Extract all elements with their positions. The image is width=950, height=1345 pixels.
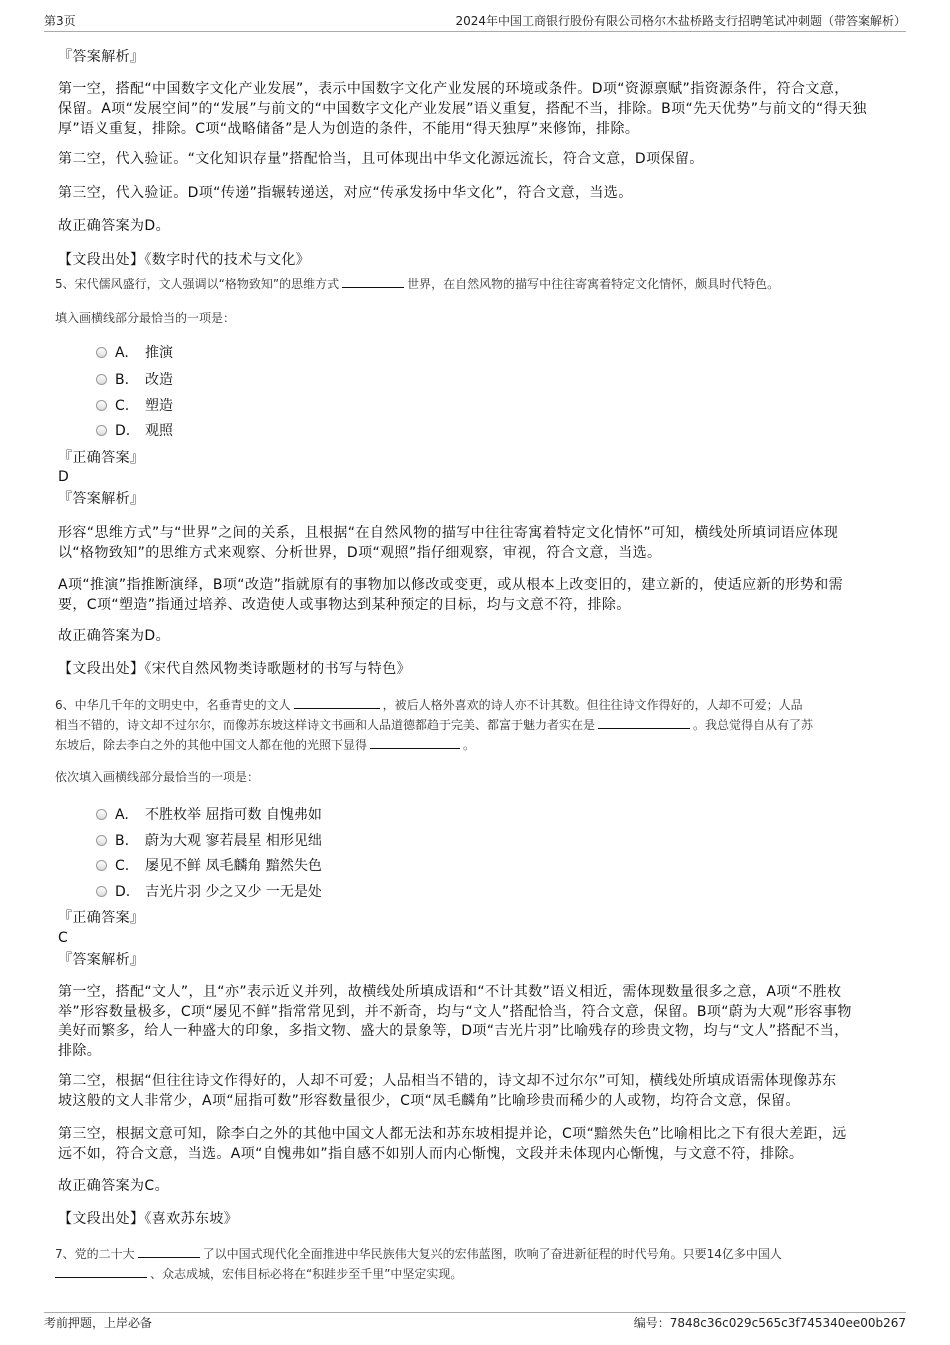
question-6-stem	[55, 695, 813, 755]
stem-text: 7、党的二十大	[55, 1247, 135, 1261]
option-text: 蔚为大观 寥若晨星 相形见绌	[145, 833, 322, 849]
page-number: 第3页	[44, 14, 76, 28]
stem-text: ，被后人格外喜欢的诗人亦不计其数。但往往诗文作得好的，人却不可爱；人品	[382, 698, 803, 712]
line: 坡这般的文人非常少，A项“屈指可数”形容数量很少，C项“凤毛麟角”比喻珍贵而稀少的人或物，均符合文意，保留。	[58, 1093, 800, 1109]
source: 【文段出处】《喜欢苏东坡》	[58, 1211, 239, 1227]
option-letter: C.	[115, 398, 130, 414]
option-text: 吉光片羽 少之又少 一无是处	[145, 884, 322, 900]
option-letter: B.	[115, 833, 130, 849]
blank	[342, 275, 404, 288]
line	[55, 1244, 782, 1264]
source: 【文段出处】《数字时代的技术与文化》	[58, 252, 311, 268]
radio-button[interactable]	[96, 860, 107, 871]
option-text: 改造	[145, 372, 173, 388]
conclusion: 故正确答案为D。	[58, 628, 170, 644]
stem-text: 相当不错的，诗文却不过尔尔，而像苏东坡这样诗文书画和人品道德都趋于完美、都富于魅力者实在是	[55, 718, 596, 732]
radio-button[interactable]	[96, 347, 107, 358]
line: 形容“思维方式”与“世界”之间的关系，且根据“在自然风物的描写中往往寄寓着特定文化情怀”可知，横线处所填词语应体现	[58, 525, 839, 541]
line	[55, 1264, 782, 1284]
option-letter: A.	[115, 807, 129, 823]
line: 美好而繁多，给人一种盛大的印象，多指文物、盛大的景象等，D项“吉光片羽”比喻残存的珍贵文物，均与“文人”搭配不当，	[58, 1023, 849, 1039]
analysis-paragraph	[58, 523, 838, 563]
radio-button[interactable]	[96, 886, 107, 897]
line: 举”形容数量极多，C项“屡见不鲜”指常常见到，并不新奇，均与“文人”搭配恰当，符合文意，保留。B项“蔚为大观”形容事物	[58, 1003, 852, 1020]
stem-text: 东坡后，除去李白之外的其他中国文人都在他的光照下显得	[55, 738, 368, 752]
blank	[55, 1265, 147, 1278]
analysis-paragraph	[58, 1071, 837, 1111]
option-b[interactable]	[96, 831, 322, 851]
option-a[interactable]	[96, 343, 173, 363]
blank	[138, 1245, 200, 1258]
option-letter: D.	[115, 423, 131, 439]
line	[55, 695, 813, 715]
conclusion: 故正确答案为C。	[58, 1178, 169, 1194]
line: 排除。	[58, 1042, 102, 1059]
option-text: 观照	[145, 423, 173, 439]
correct-answer: D	[58, 469, 70, 485]
stem-text: 。	[463, 738, 476, 752]
header-divider	[44, 31, 906, 32]
option-text: 屡见不鲜 凤毛麟角 黯然失色	[145, 858, 322, 874]
line: A项“推演”指推断演绎，B项“改造”指就原有的事物加以修改或变更，或从根本上改变旧的，建立新的，使适应新的形势和需	[58, 577, 843, 593]
option-letter: C.	[115, 858, 130, 874]
radio-button[interactable]	[96, 425, 107, 436]
question-5-stem	[55, 274, 779, 294]
answer-label: 『正确答案』	[58, 910, 145, 926]
option-text: 不胜枚举 屈指可数 自愧弗如	[145, 807, 322, 823]
conclusion: 故正确答案为D。	[58, 218, 170, 234]
option-c[interactable]	[96, 396, 173, 416]
option-c[interactable]	[96, 856, 322, 876]
option-b[interactable]	[96, 370, 173, 390]
option-text: 塑造	[145, 398, 173, 414]
line: 厚”语义重复，排除。C项“战略储备”是人为创造的条件，不能用“得天独厚”来修饰，排除。	[58, 121, 640, 137]
analysis-paragraph	[58, 983, 852, 1061]
question-7-stem	[55, 1244, 782, 1284]
footer-slogan: 考前押题，上岸必备	[44, 1316, 153, 1330]
option-d[interactable]	[96, 421, 173, 441]
line: 第一空，搭配“文人”，且“亦”表示近义并列，故横线处所填成语和“不计其数”语义相近，需体现数量很多之意，A项“不胜枚	[58, 984, 842, 1000]
analysis-label: 『答案解析』	[58, 49, 145, 65]
line: 第二空，根据“但往往诗文作得好的，人却不可爱；人品相当不错的，诗文却不过尔尔”可知，横线处所填成语需体现像苏东	[58, 1073, 837, 1089]
option-d[interactable]	[96, 882, 322, 902]
question-prompt: 填入画横线部分最恰当的一项是：	[55, 311, 236, 325]
blank	[294, 696, 380, 709]
analysis-paragraph	[58, 575, 843, 615]
analysis-label: 『答案解析』	[58, 491, 145, 507]
stem-text: 。我总觉得自从有了苏	[693, 718, 814, 732]
radio-button[interactable]	[96, 835, 107, 846]
radio-button[interactable]	[96, 809, 107, 820]
line: 第三空，根据文意可知，除李白之外的其他中国文人都无法和苏东坡相提并论，C项“黯然失色”比喻相比之下有很大差距，远	[58, 1126, 847, 1142]
line	[55, 715, 813, 735]
analysis-paragraph: 第二空，代入验证。“文化知识存量”搭配恰当，且可体现出中华文化源远流长，符合文意，D项保留。	[58, 151, 704, 167]
question-prompt: 依次填入画横线部分最恰当的一项是：	[55, 770, 260, 784]
blank	[598, 716, 690, 729]
footer-divider	[44, 1312, 906, 1313]
option-letter: D.	[115, 884, 131, 900]
radio-button[interactable]	[96, 374, 107, 385]
document-code: 编号：7848c36c029c565c3f745340ee00b267	[633, 1316, 906, 1330]
option-a[interactable]	[96, 805, 322, 825]
stem-text: 5、宋代儒风盛行，文人强调以“格物致知”的思维方式	[55, 277, 340, 291]
stem-text: 6、中华几千年的文明史中，名垂青史的文人	[55, 698, 291, 712]
analysis-label: 『答案解析』	[58, 952, 145, 968]
document-title: 2024年中国工商银行股份有限公司格尔木盐桥路支行招聘笔试冲刺题（带答案解析）	[455, 14, 906, 28]
line	[55, 735, 813, 755]
analysis-paragraph: 第三空，代入验证。D项“传递”指辗转递送，对应“传承发扬中华文化”，符合文意，当选。	[58, 185, 633, 201]
answer-label: 『正确答案』	[58, 450, 145, 466]
stem-text: 了以中国式现代化全面推进中华民族伟大复兴的宏伟蓝图，吹响了奋进新征程的时代号角。只要14亿多中国人	[202, 1247, 782, 1261]
source: 【文段出处】《宋代自然风物类诗歌题材的书写与特色》	[58, 661, 411, 677]
line: 第一空，搭配“中国数字文化产业发展”，表示中国数字文化产业发展的环境或条件。D项“资源禀赋”指资源条件，符合文意，	[58, 81, 849, 97]
option-text: 推演	[145, 345, 173, 361]
analysis-paragraph	[58, 1124, 847, 1164]
radio-button[interactable]	[96, 400, 107, 411]
line: 要，C项“塑造”指通过培养、改造使人或事物达到某种预定的目标，均与文意不符，排除。	[58, 597, 631, 613]
line: 以“格物致知”的思维方式来观察、分析世界，D项“观照”指仔细观察，审视，符合文意，当选。	[58, 545, 662, 561]
option-letter: B.	[115, 372, 130, 388]
line: 保留。A项“发展空间”的“发展”与前文的“中国数字文化产业发展”语义重复，搭配不当，排除。B项“先天优势”与前文的“得天独	[58, 101, 867, 117]
stem-text: 世界，在自然风物的描写中往往寄寓着特定文化情怀，颇具时代特色。	[407, 277, 780, 291]
analysis-paragraph	[58, 79, 867, 139]
blank	[370, 736, 460, 749]
stem-text: 、众志成城，宏伟目标必将在“积跬步至千里”中坚定实现。	[150, 1267, 463, 1281]
line: 远不如，符合文意，当选。A项“自愧弗如”指自感不如别人而内心惭愧，文段并未体现内心惭愧，与文意不符，排除。	[58, 1146, 804, 1162]
option-letter: A.	[115, 345, 129, 361]
correct-answer: C	[58, 930, 69, 946]
